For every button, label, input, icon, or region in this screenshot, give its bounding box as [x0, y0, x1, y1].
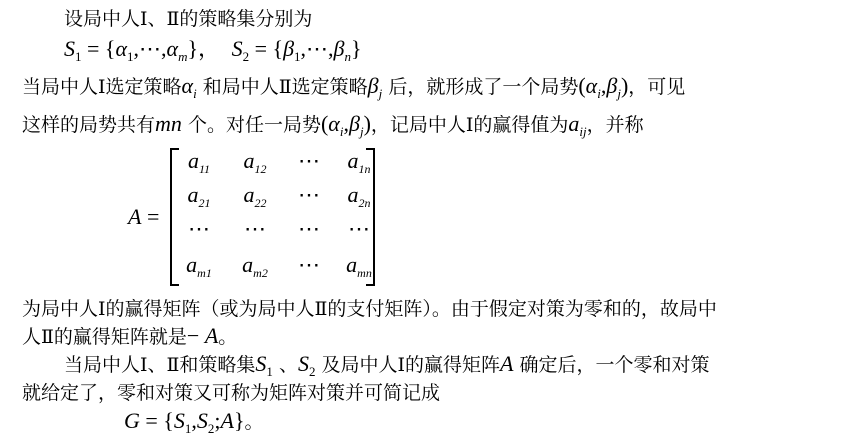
game-formula: $G = \{S_1,S_2;A\}$。 — [124, 408, 264, 436]
matrix-cell: $a_{2n}$ — [347, 182, 371, 210]
paragraph-line-8: 当局中人Ⅰ、Ⅱ和策略集$S_1$ 、$S_2$ 及局中人Ⅰ的赢得矩阵A 确定后，一个零和对策 — [64, 351, 710, 379]
paragraph-line-7: 人Ⅱ的赢得矩阵就是− A。 — [22, 323, 238, 348]
matrix-cell: $a_{m1}$ — [186, 252, 212, 280]
matrix-label: A = — [128, 204, 160, 229]
matrix-cell: ⋯ — [298, 252, 320, 277]
matrix-cell: ⋯ — [298, 182, 320, 207]
text-segment: 确定后，一个零和对策 — [519, 354, 710, 376]
matrix-cell: $a_{11}$ — [187, 148, 211, 176]
text-segment: 和局中人Ⅱ选定策略 — [202, 76, 368, 98]
matrix-cell: $a_{mn}$ — [346, 252, 372, 280]
matrix-cell: $a_{22}$ — [243, 182, 267, 210]
text-segment: ，并称 — [586, 114, 644, 136]
text-segment: 这样的局势共有 — [22, 114, 156, 136]
text-segment: 个。对任一局势 — [187, 114, 321, 136]
text-segment: 当局中人Ⅰ、Ⅱ和策略集 — [64, 354, 256, 376]
paragraph-line-3: 当局中人Ⅰ选定策略$\alpha_i$ 和局中人Ⅱ选定策略$\beta_j$ 后，就形成了一个局势$(\alpha_i,\beta_j)$，可见 — [22, 73, 686, 101]
text-segment: 、 — [278, 354, 298, 376]
paragraph-line-6 — [22, 296, 717, 322]
text-segment: 为局中人Ⅰ的赢得矩阵（或为局中人Ⅱ的支付矩阵）。由于假定对策为零和的，故局中 — [22, 298, 717, 320]
strategy-sets-formula: $S_1$ = $\{\alpha_1,\cdots,\alpha_m\}$， $S_2$ = $\{\beta_1,\cdots,\beta_n\}$ — [64, 36, 362, 64]
matrix-cell: ⋯ — [188, 216, 210, 241]
matrix-cell: $a_{21}$ — [187, 182, 211, 210]
payoff-matrix — [128, 146, 388, 286]
intro-line — [64, 6, 312, 32]
matrix-cell: ⋯ — [244, 216, 266, 241]
matrix-cell: $a_{12}$ — [243, 148, 267, 176]
paragraph-line-4: 这样的局势共有mn 个。对任一局势$(\alpha_i,\beta_j)$，记局中人Ⅰ的赢得值为$a_{ij}$，并称 — [22, 111, 644, 139]
matrix-cell: ⋯ — [348, 216, 370, 241]
text-segment: 。 — [218, 326, 238, 348]
text-segment: 当局中人Ⅰ选定策略 — [22, 76, 182, 98]
count-mn: mn — [155, 111, 182, 136]
text-segment: 人Ⅱ的赢得矩阵就是 — [22, 326, 187, 348]
text-segment: 就给定了，零和对策又可称为矩阵对策并可简记成 — [22, 382, 441, 404]
text-segment: 及局中人Ⅰ的赢得矩阵 — [321, 354, 501, 376]
intro-text: 设局中人Ⅰ、Ⅱ的策略集分别为 — [64, 8, 313, 30]
matrix-cell: $a_{1n}$ — [347, 148, 371, 176]
matrix-cell: ⋯ — [298, 148, 320, 173]
text-segment: ，可见 — [628, 76, 686, 98]
paragraph-line-9 — [22, 380, 440, 406]
text-segment: 后，就形成了一个局势 — [388, 76, 579, 98]
matrix-cell: ⋯ — [298, 216, 320, 241]
matrix-cell: $a_{m2}$ — [242, 252, 268, 280]
text-segment: 。 — [244, 411, 264, 433]
text-segment: ，记局中人Ⅰ的赢得值为 — [370, 114, 569, 136]
